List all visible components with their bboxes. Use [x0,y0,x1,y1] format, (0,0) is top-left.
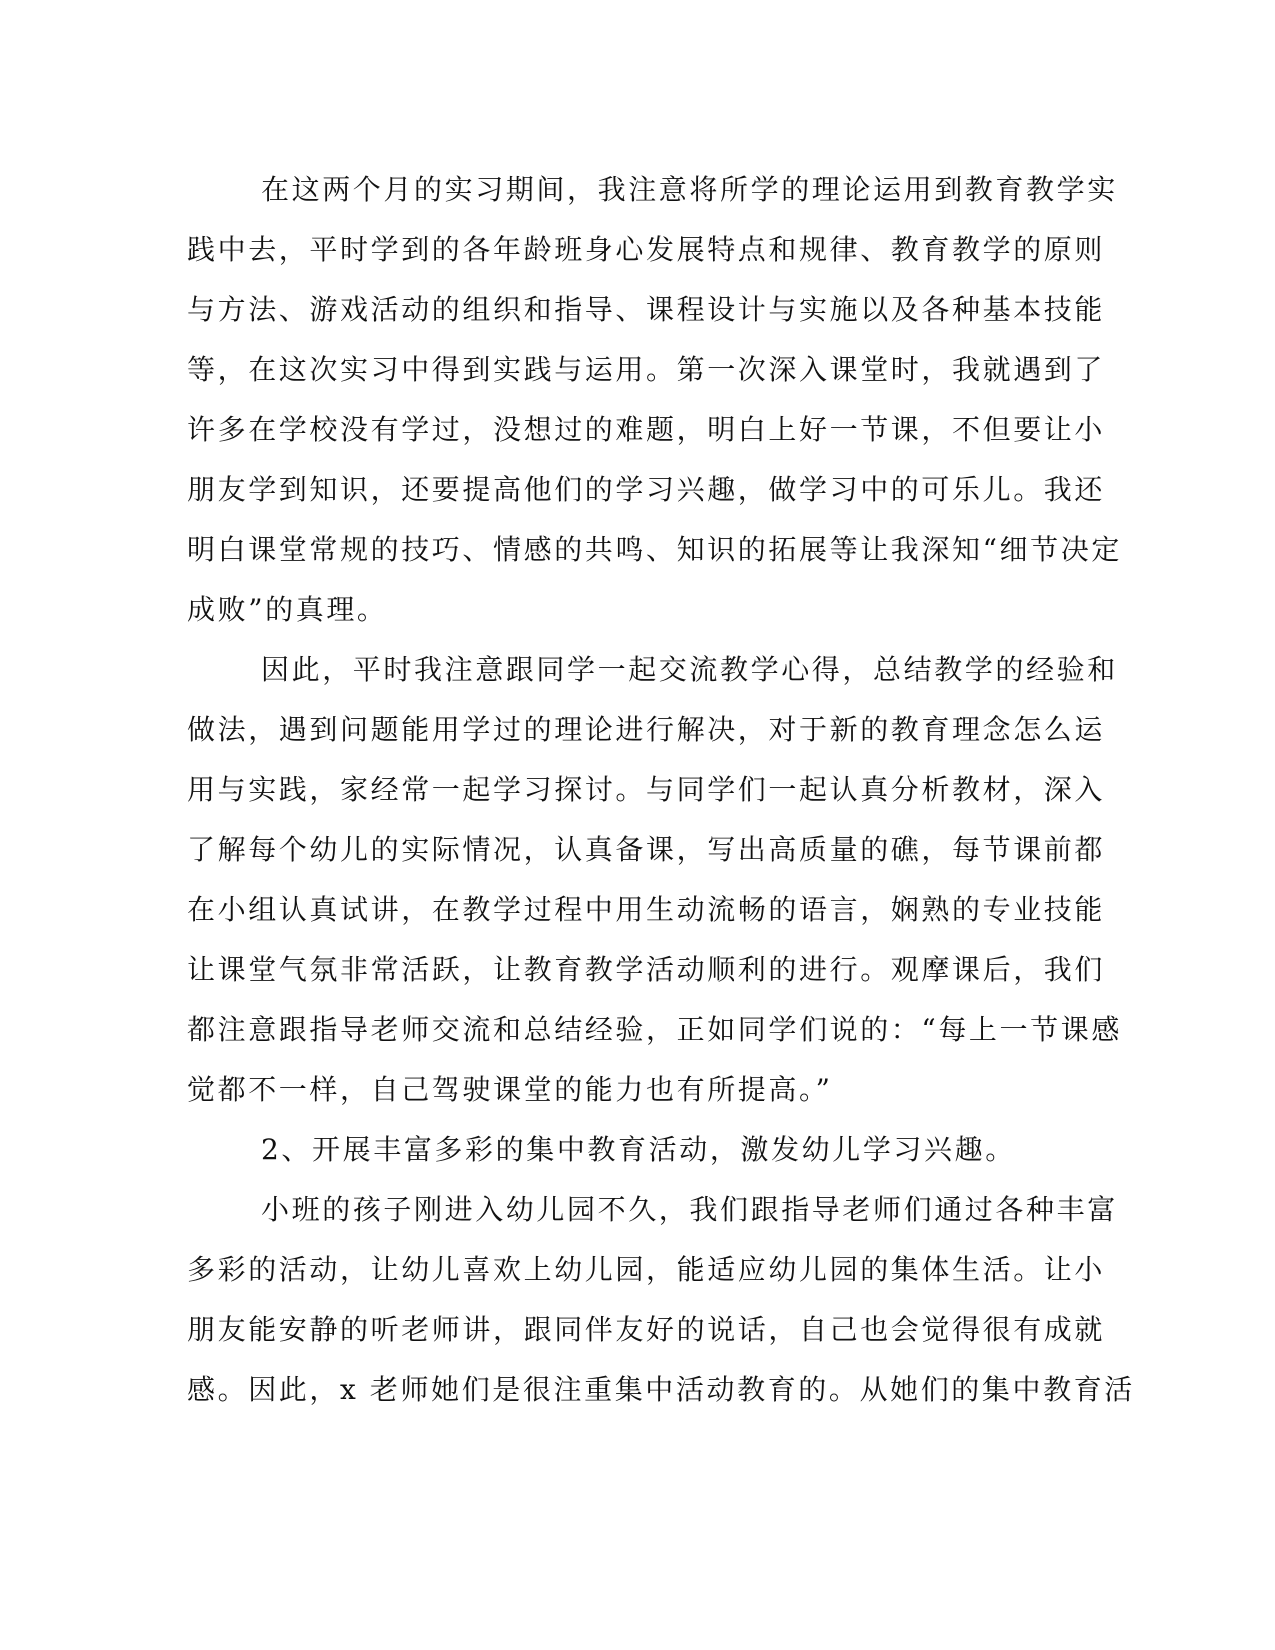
text-line: 都注意跟指导老师交流和总结经验，正如同学们说的：“每上一节课感 [187,1013,1122,1046]
text-line: 践中去，平时学到的各年龄班身心发展特点和规律、教育教学的原则 [187,233,1106,266]
section-heading: 2、开展丰富多彩的集中教育活动，激发幼儿学习兴趣。 [261,1133,1016,1166]
text-line: 用与实践，家经常一起学习探讨。与同学们一起认真分析教材，深入 [187,773,1106,806]
text-line: 了解每个幼儿的实际情况，认真备课，写出高质量的礁，每节课前都 [187,833,1106,866]
text-line: 做法，遇到问题能用学过的理论进行解决，对于新的教育理念怎么运 [187,713,1106,746]
text-line: 因此，平时我注意跟同学一起交流教学心得，总结教学的经验和 [261,653,1118,686]
text-line: 感。因此，x 老师她们是很注重集中活动教育的。从她们的集中教育活 [187,1373,1135,1406]
text-line: 许多在学校没有学过，没想过的难题，明白上好一节课，不但要让小 [187,413,1106,446]
text-line: 多彩的活动，让幼儿喜欢上幼儿园，能适应幼儿园的集体生活。让小 [187,1253,1106,1286]
text-line: 与方法、游戏活动的组织和指导、课程设计与实施以及各种基本技能 [187,293,1106,326]
text-line: 等，在这次实习中得到实践与运用。第一次深入课堂时，我就遇到了 [187,353,1106,386]
text-line: 明白课堂常规的技巧、情感的共鸣、知识的拓展等让我深知“细节决定 [187,533,1122,566]
text-line: 觉都不一样，自己驾驶课堂的能力也有所提高。” [187,1073,833,1106]
text-line: 成败”的真理。 [187,593,388,626]
text-line: 朋友学到知识，还要提高他们的学习兴趣，做学习中的可乐儿。我还 [187,473,1106,506]
text-line: 朋友能安静的听老师讲，跟同伴友好的说话，自己也会觉得很有成就 [187,1313,1106,1346]
text-line: 小班的孩子刚进入幼儿园不久，我们跟指导老师们通过各种丰富 [261,1193,1118,1226]
text-line: 在这两个月的实习期间，我注意将所学的理论运用到教育教学实 [261,173,1118,206]
text-line: 在小组认真试讲，在教学过程中用生动流畅的语言，娴熟的专业技能 [187,893,1106,926]
body-text [187,160,1135,1420]
text-line: 让课堂气氛非常活跃，让教育教学活动顺利的进行。观摩课后，我们 [187,953,1106,986]
